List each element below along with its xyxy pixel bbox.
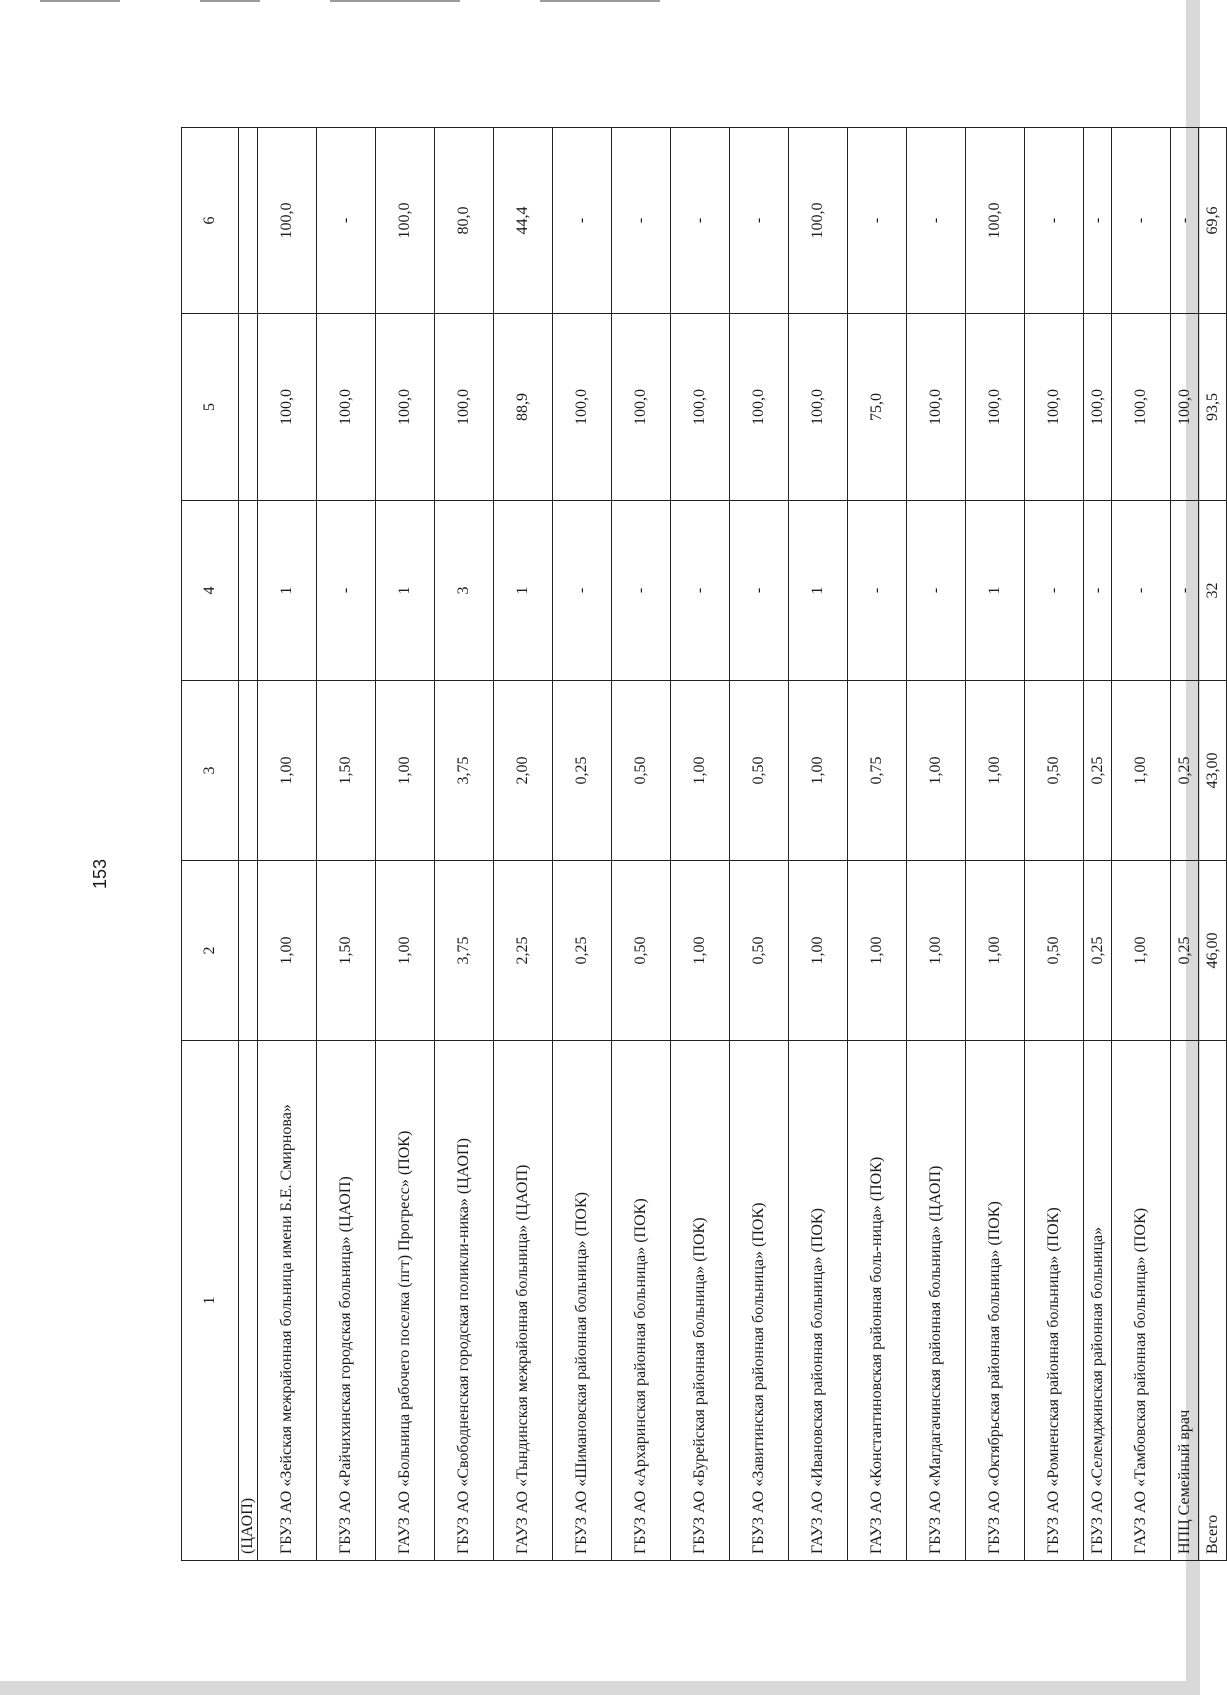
value-cell: 1 [376, 501, 435, 681]
value-cell: - [317, 501, 376, 681]
value-cell: 1 [966, 501, 1025, 681]
table-row [1112, 128, 1171, 1561]
value-cell: 100,0 [1084, 314, 1112, 501]
value-cell: 0,50 [730, 681, 789, 861]
value-cell: 100,0 [966, 128, 1025, 314]
value-cell: 1 [789, 501, 848, 681]
value-cell: 46,00 [1199, 861, 1227, 1041]
table-row [317, 128, 376, 1561]
table-row [435, 128, 494, 1561]
value-cell: - [1171, 128, 1199, 314]
organization-cell: ГАУЗ АО «Константиновская районная боль-ница» (ПОК) [848, 1041, 907, 1561]
value-cell: - [1025, 501, 1084, 681]
value-cell: 1,00 [376, 681, 435, 861]
continuation-row [239, 128, 258, 1561]
organization-cell: ГАУЗ АО «Тамбовская районная больница» (ПОК) [1112, 1041, 1171, 1561]
organization-cell: ГАУЗ АО «Больница рабочего поселка (пгт) Прогресс» (ПОК) [376, 1041, 435, 1561]
value-cell: 100,0 [258, 314, 317, 501]
value-cell: 100,0 [966, 314, 1025, 501]
organization-cell: ГБУЗ АО «Шимановская районная больница» (ПОК) [553, 1041, 612, 1561]
value-cell: 0,25 [1171, 681, 1199, 861]
value-cell: 0,50 [730, 861, 789, 1041]
table-row [1084, 128, 1112, 1561]
continuation-cell: (ЦАОП) [239, 1041, 258, 1561]
value-cell: 100,0 [435, 314, 494, 501]
rotated-table-wrapper [181, 128, 1221, 1561]
table-row [730, 128, 789, 1561]
value-cell: 100,0 [376, 128, 435, 314]
table-row [907, 128, 966, 1561]
value-cell: 100,0 [789, 128, 848, 314]
value-cell: - [1084, 501, 1112, 681]
scan-artifact [330, 0, 460, 2]
value-cell: - [730, 128, 789, 314]
value-cell: 3,75 [435, 861, 494, 1041]
table-row [553, 128, 612, 1561]
value-cell: - [553, 128, 612, 314]
value-cell: 100,0 [317, 314, 376, 501]
table-cell [239, 128, 258, 314]
value-cell: 100,0 [1112, 314, 1171, 501]
scan-frame-bottom [0, 1681, 1200, 1695]
data-table [181, 127, 1227, 1561]
value-cell: 1,50 [317, 681, 376, 861]
value-cell: 100,0 [730, 314, 789, 501]
organization-cell: ГБУЗ АО «Зейская межрайонная больница имени Б.Е. Смирнова» [258, 1041, 317, 1561]
organization-cell: ГБУЗ АО «Райчихинская городская больница» (ЦАОП) [317, 1041, 376, 1561]
value-cell: 100,0 [1025, 314, 1084, 501]
value-cell: 1,50 [317, 861, 376, 1041]
value-cell: 1,00 [1112, 681, 1171, 861]
organization-cell: ГБУЗ АО «Архаринская районная больница» (ПОК) [612, 1041, 671, 1561]
table-row [671, 128, 730, 1561]
value-cell: 1,00 [966, 681, 1025, 861]
value-cell: - [1112, 501, 1171, 681]
value-cell: 69,6 [1199, 128, 1227, 314]
value-cell: 1,00 [789, 681, 848, 861]
value-cell: 2,25 [494, 861, 553, 1041]
value-cell: 1,00 [848, 861, 907, 1041]
value-cell: 0,50 [1025, 681, 1084, 861]
organization-cell: ГБУЗ АО «Октябрьская районная больница» (ПОК) [966, 1041, 1025, 1561]
value-cell: 0,75 [848, 681, 907, 861]
value-cell: 88,9 [494, 314, 553, 501]
value-cell: 0,25 [553, 681, 612, 861]
organization-cell: ГБУЗ АО «Свободненская городская поликли-ника» (ЦАОП) [435, 1041, 494, 1561]
column-header: 5 [182, 314, 239, 501]
table-row [848, 128, 907, 1561]
table-row [494, 128, 553, 1561]
value-cell: - [730, 501, 789, 681]
organization-cell: ГАУЗ АО «Ивановская районная больница» (ПОК) [789, 1041, 848, 1561]
value-cell: 100,0 [1171, 314, 1199, 501]
table-row [612, 128, 671, 1561]
value-cell: 75,0 [848, 314, 907, 501]
value-cell: - [317, 128, 376, 314]
table-row [1025, 128, 1084, 1561]
table-row [789, 128, 848, 1561]
value-cell: - [612, 501, 671, 681]
table-row [966, 128, 1025, 1561]
organization-cell: ГБУЗ АО «Бурейская районная больница» (ПОК) [671, 1041, 730, 1561]
value-cell: 1,00 [671, 861, 730, 1041]
column-header: 2 [182, 861, 239, 1041]
value-cell: 3,75 [435, 681, 494, 861]
organization-cell: Всего [1199, 1041, 1227, 1561]
organization-cell: ГБУЗ АО «Завитинская районная больница» (ПОК) [730, 1041, 789, 1561]
value-cell: 93,5 [1199, 314, 1227, 501]
value-cell: - [671, 501, 730, 681]
value-cell: - [907, 128, 966, 314]
value-cell: 1,00 [376, 861, 435, 1041]
value-cell: 100,0 [376, 314, 435, 501]
value-cell: 1,00 [966, 861, 1025, 1041]
table-body [182, 128, 1227, 1561]
value-cell: - [1171, 501, 1199, 681]
value-cell: 0,50 [612, 861, 671, 1041]
table-cell [239, 861, 258, 1041]
header-row [182, 128, 239, 1561]
table-row [376, 128, 435, 1561]
value-cell: 0,25 [1084, 861, 1112, 1041]
value-cell: - [1025, 128, 1084, 314]
value-cell: 1,00 [789, 861, 848, 1041]
value-cell: - [848, 128, 907, 314]
value-cell: 44,4 [494, 128, 553, 314]
value-cell: 3 [435, 501, 494, 681]
value-cell: 1,00 [907, 861, 966, 1041]
organization-cell: ГАУЗ АО «Тындинская межрайонная больница» (ЦАОП) [494, 1041, 553, 1561]
table-cell [239, 501, 258, 681]
column-header: 3 [182, 681, 239, 861]
value-cell: - [907, 501, 966, 681]
value-cell: 0,25 [1171, 861, 1199, 1041]
value-cell: - [671, 128, 730, 314]
value-cell: 1,00 [1112, 861, 1171, 1041]
value-cell: 1,00 [258, 861, 317, 1041]
value-cell: 0,25 [1084, 681, 1112, 861]
table-row [1171, 128, 1199, 1561]
column-header: 4 [182, 501, 239, 681]
value-cell: 0,25 [553, 861, 612, 1041]
value-cell: 100,0 [612, 314, 671, 501]
value-cell: 1 [494, 501, 553, 681]
value-cell: - [848, 501, 907, 681]
value-cell: - [612, 128, 671, 314]
value-cell: 2,00 [494, 681, 553, 861]
scan-artifact [200, 0, 260, 2]
value-cell: 1,00 [907, 681, 966, 861]
value-cell: 80,0 [435, 128, 494, 314]
value-cell: - [1112, 128, 1171, 314]
organization-cell: ГБУЗ АО «Магдагачинская районная больница» (ЦАОП) [907, 1041, 966, 1561]
value-cell: 100,0 [258, 128, 317, 314]
value-cell: 32 [1199, 501, 1227, 681]
column-header: 1 [182, 1041, 239, 1561]
value-cell: 1,00 [258, 681, 317, 861]
value-cell: 100,0 [907, 314, 966, 501]
table-cell [239, 314, 258, 501]
value-cell: 1 [258, 501, 317, 681]
table-cell [239, 681, 258, 861]
value-cell: 100,0 [789, 314, 848, 501]
column-header: 6 [182, 128, 239, 314]
table-row [1199, 128, 1227, 1561]
organization-cell: НПЦ Семейный врач [1171, 1041, 1199, 1561]
value-cell: - [553, 501, 612, 681]
scan-artifact [40, 0, 120, 2]
value-cell: 100,0 [671, 314, 730, 501]
value-cell: 1,00 [671, 681, 730, 861]
value-cell: 43,00 [1199, 681, 1227, 861]
value-cell: 0,50 [612, 681, 671, 861]
table-row [258, 128, 317, 1561]
value-cell: 0,50 [1025, 861, 1084, 1041]
organization-cell: ГБУЗ АО «Селемджинская районная больница» [1084, 1041, 1112, 1561]
value-cell: - [1084, 128, 1112, 314]
scan-artifact [540, 0, 660, 2]
value-cell: 100,0 [553, 314, 612, 501]
organization-cell: ГБУЗ АО «Ромненская районная больница» (ПОК) [1025, 1041, 1084, 1561]
page-number: 153 [90, 858, 110, 890]
